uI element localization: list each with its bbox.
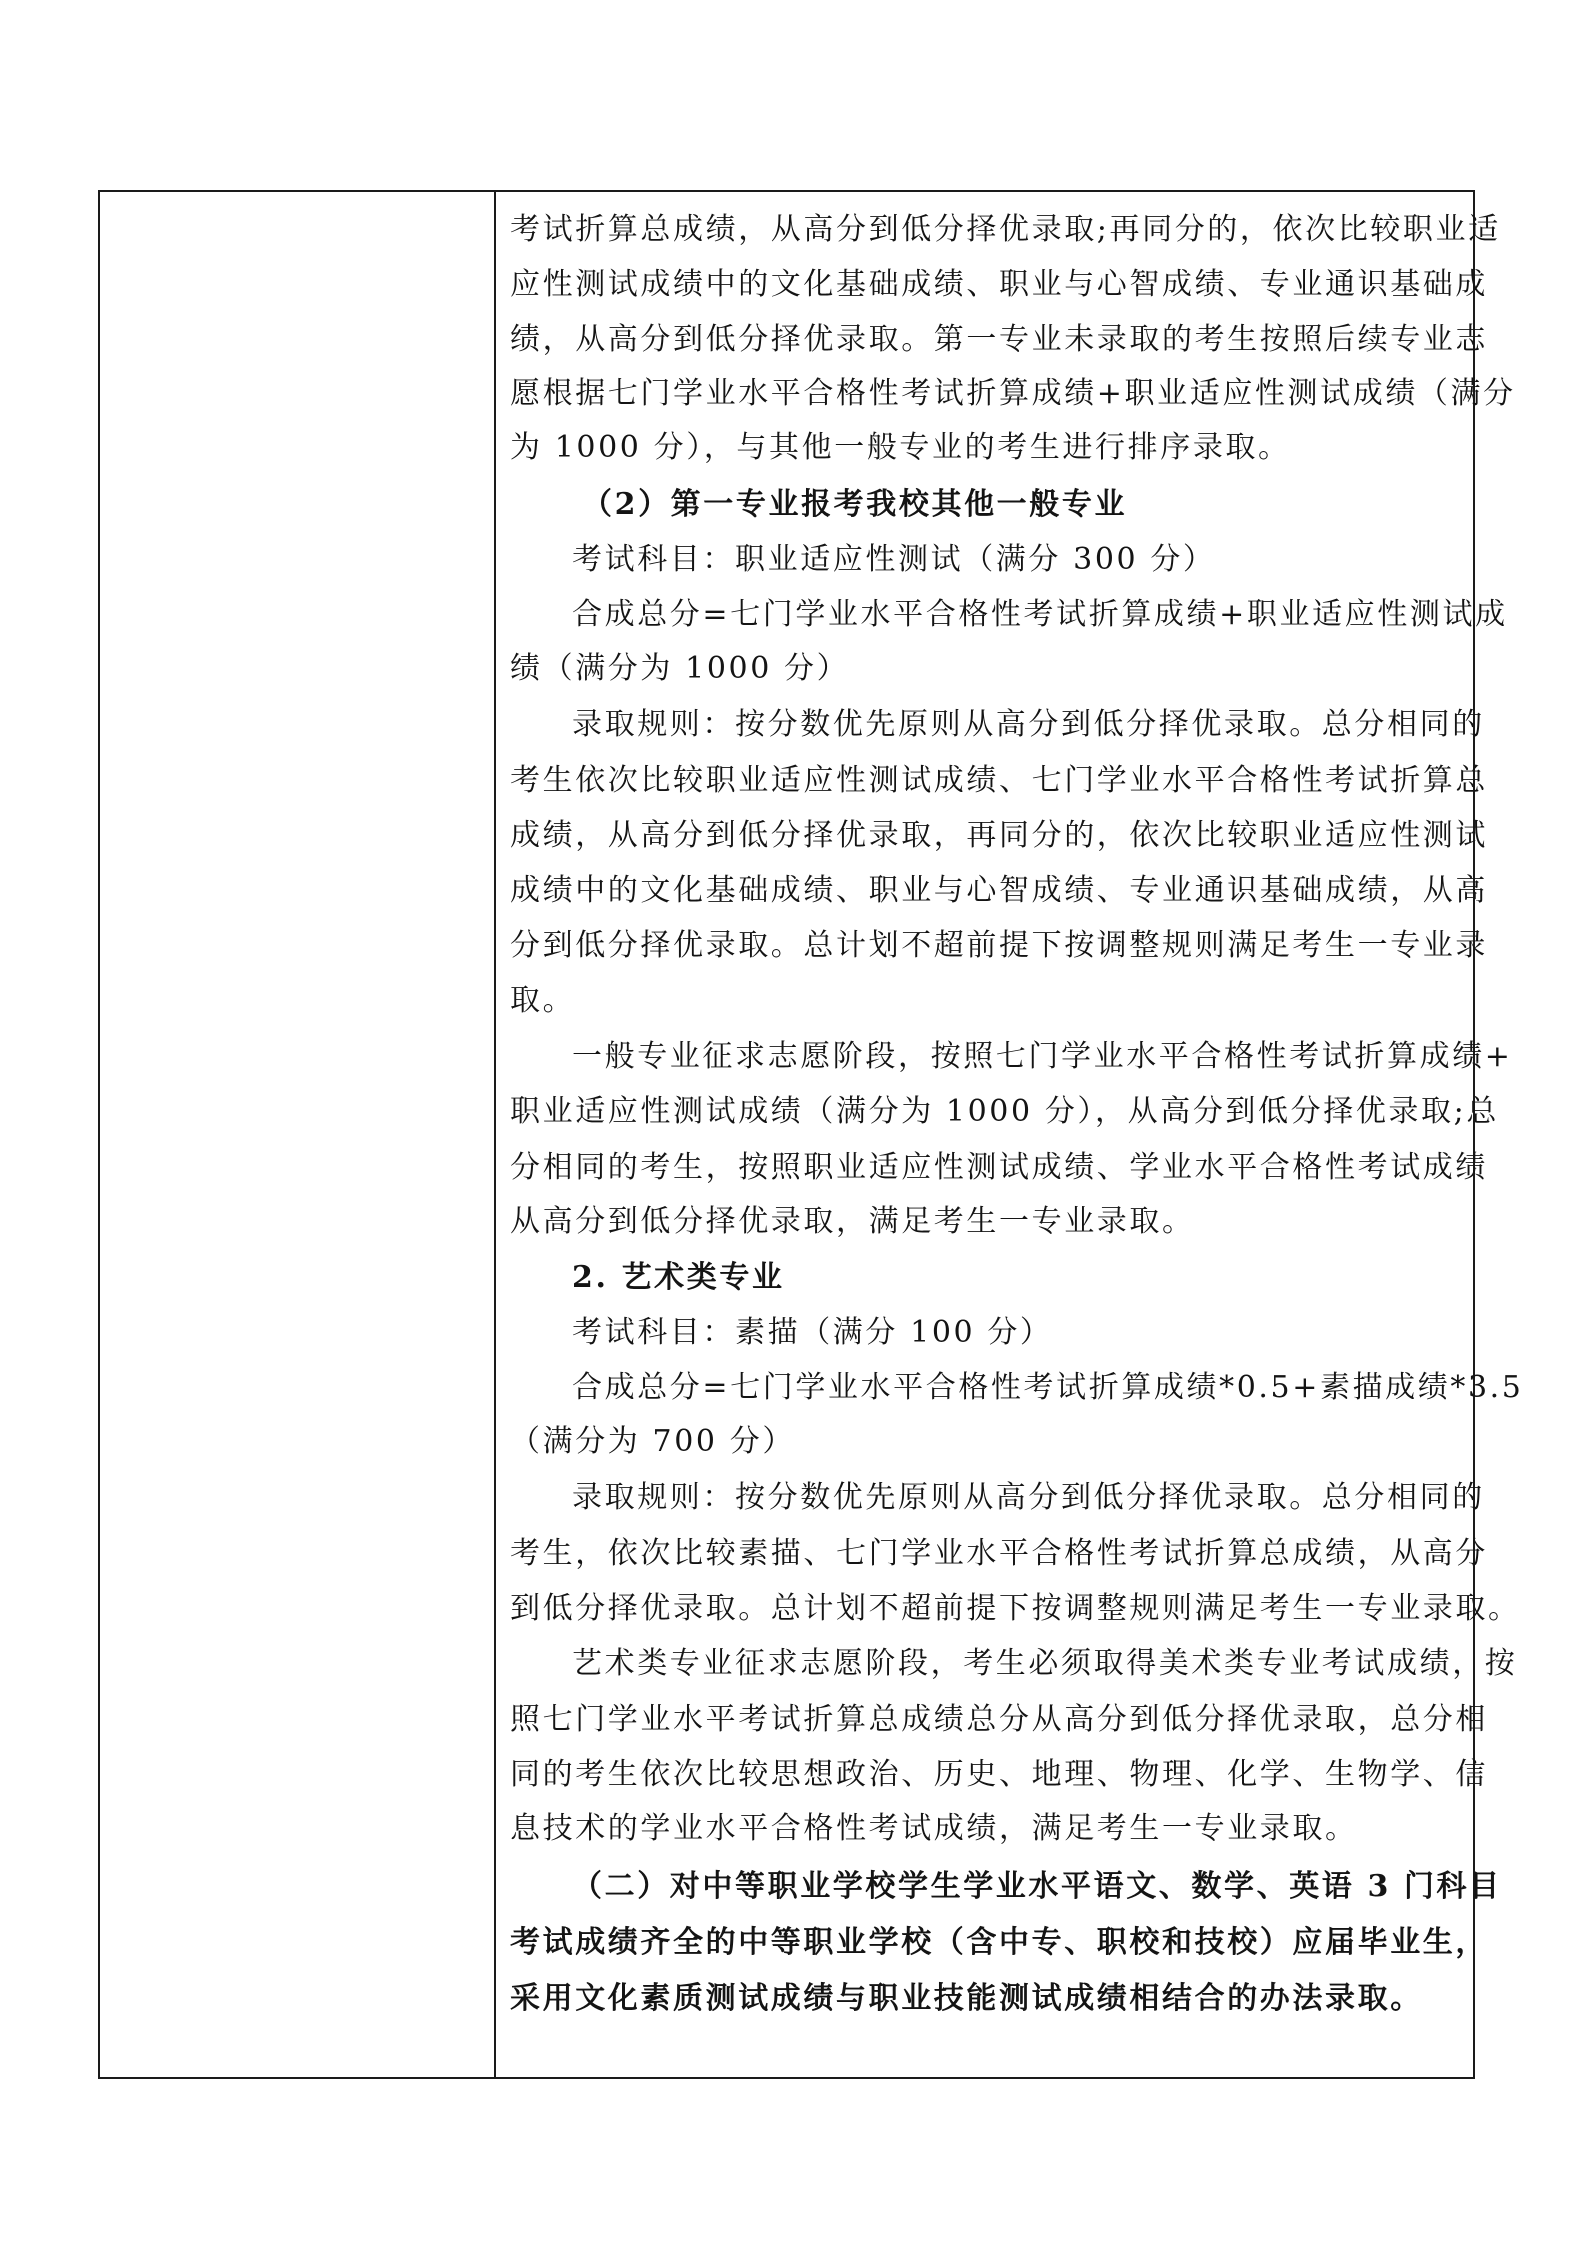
table-right-column bbox=[496, 192, 1524, 2077]
text-line: 考试科目：素描（满分 100 分） bbox=[572, 1315, 1053, 1350]
section-heading: 2. 艺术类专业 bbox=[572, 1260, 785, 1295]
text-line: 合成总分=七门学业水平合格性考试折算成绩+职业适应性测试成 bbox=[572, 597, 1508, 632]
text-line: 照七门学业水平考试折算总成绩总分从高分到低分择优录取，总分相 bbox=[510, 1702, 1488, 1737]
bold-paragraph-line: （二）对中等职业学校学生学业水平语文、数学、英语 3 门科目 bbox=[572, 1869, 1502, 1904]
text-line: 合成总分=七门学业水平合格性考试折算成绩*0.5+素描成绩*3.5 bbox=[572, 1370, 1524, 1405]
bold-paragraph-line: 采用文化素质测试成绩与职业技能测试成绩相结合的办法录取。 bbox=[510, 1981, 1423, 2016]
text-line: 录取规则：按分数优先原则从高分到低分择优录取。总分相同的 bbox=[572, 1480, 1485, 1515]
section-heading: （2）第一专业报考我校其他一般专业 bbox=[582, 487, 1128, 522]
text-line: 考试科目：职业适应性测试（满分 300 分） bbox=[572, 542, 1216, 577]
text-line: 录取规则：按分数优先原则从高分到低分择优录取。总分相同的 bbox=[572, 707, 1485, 742]
text-line: 同的考生依次比较思想政治、历史、地理、物理、化学、生物学、信 bbox=[510, 1757, 1488, 1792]
text-line: 考生，依次比较素描、七门学业水平合格性考试折算总成绩，从高分 bbox=[510, 1536, 1488, 1571]
table-left-column bbox=[100, 192, 496, 2077]
text-line: 绩（满分为 1000 分） bbox=[510, 651, 850, 686]
text-line: 应性测试成绩中的文化基础成绩、职业与心智成绩、专业通识基础成 bbox=[510, 267, 1488, 302]
bold-paragraph-line: 考试成绩齐全的中等职业学校（含中专、职校和技校）应届毕业生， bbox=[510, 1925, 1488, 1960]
text-line: 成绩中的文化基础成绩、职业与心智成绩、专业通识基础成绩，从高 bbox=[510, 873, 1488, 908]
text-line: 成绩，从高分到低分择优录取，再同分的，依次比较职业适应性测试 bbox=[510, 818, 1488, 853]
text-line: 取。 bbox=[510, 983, 576, 1018]
text-line: 考生依次比较职业适应性测试成绩、七门学业水平合格性考试折算总 bbox=[510, 763, 1488, 798]
text-line: 到低分择优录取。总计划不超前提下按调整规则满足考生一专业录取。 bbox=[510, 1591, 1521, 1626]
text-line: （满分为 700 分） bbox=[510, 1424, 795, 1459]
text-line: 分相同的考生，按照职业适应性测试成绩、学业水平合格性考试成绩 bbox=[510, 1150, 1488, 1185]
text-line: 分到低分择优录取。总计划不超前提下按调整规则满足考生一专业录 bbox=[510, 928, 1488, 963]
text-line: 愿根据七门学业水平合格性考试折算成绩+职业适应性测试成绩（满分 bbox=[510, 376, 1516, 411]
text-line: 职业适应性测试成绩（满分为 1000 分），从高分到低分择优录取;总 bbox=[510, 1094, 1499, 1129]
text-line: 绩，从高分到低分择优录取。第一专业未录取的考生按照后续专业志 bbox=[510, 322, 1488, 357]
text-line: 从高分到低分择优录取，满足考生一专业录取。 bbox=[510, 1204, 1195, 1239]
text-line: 艺术类专业征求志愿阶段，考生必须取得美术类专业考试成绩，按 bbox=[572, 1646, 1518, 1681]
text-line: 考试折算总成绩，从高分到低分择优录取;再同分的，依次比较职业适 bbox=[510, 212, 1501, 247]
text-line: 为 1000 分），与其他一般专业的考生进行排序录取。 bbox=[510, 430, 1291, 465]
text-line: 一般专业征求志愿阶段，按照七门学业水平合格性考试折算成绩+ bbox=[572, 1039, 1513, 1074]
content-table bbox=[98, 190, 1524, 2079]
text-line: 息技术的学业水平合格性考试成绩，满足考生一专业录取。 bbox=[510, 1811, 1358, 1846]
